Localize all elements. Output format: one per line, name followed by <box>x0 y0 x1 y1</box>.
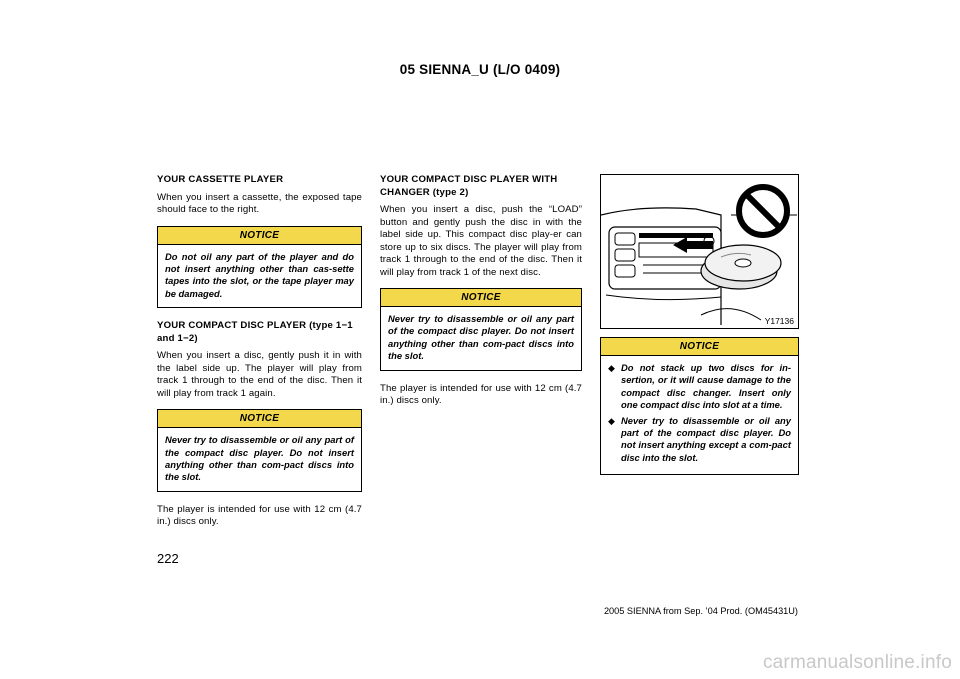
notice-box-changer <box>380 288 582 371</box>
notice-box-stacking <box>600 337 799 475</box>
notice-label: NOTICE <box>381 289 581 307</box>
notice-text: Never try to disassemble or oil any part of the compact disc player. Do not insert anything other than com-pact discs into the slot. <box>388 313 574 362</box>
disc-hole <box>735 259 751 267</box>
disc-size-text: The player is intended for use with 12 cm (4.7 in.) discs only. <box>157 503 362 528</box>
cd-stacking-illustration <box>600 174 799 329</box>
page-number: 222 <box>157 551 179 566</box>
notice-box-cassette <box>157 226 362 309</box>
dashboard-line <box>701 309 761 320</box>
diamond-bullet-icon: ◆ <box>608 363 615 373</box>
notice-text: Do not oil any part of the player and do not insert anything other than cas-sette tapes into the slot, or the tape player may be damaged. <box>165 250 354 299</box>
notice-label: NOTICE <box>601 338 798 356</box>
notice-bullet-item <box>608 362 791 412</box>
page-header-title: 05 SIENNA_U (L/O 0409) <box>399 62 561 77</box>
disc-size-text: The player is intended for use with 12 cm (4.7 in.) discs only. <box>380 382 582 407</box>
notice-bullet-item <box>608 415 791 465</box>
notice-bullet-text: Do not stack up two discs for in-sertion, or it will cause damage to the compact disc changer. Insert only one compact disc into slot at a time. <box>621 362 791 411</box>
cd-changer-heading: YOUR COMPACT DISC PLAYER WITH CHANGER (type 2) <box>380 174 558 198</box>
column-right <box>600 174 799 487</box>
notice-box-cd <box>157 409 362 492</box>
dashboard-line <box>606 295 721 300</box>
diamond-bullet-icon: ◆ <box>608 415 615 426</box>
cassette-heading: YOUR CASSETTE PLAYER <box>157 174 284 185</box>
footer-text: 2005 SIENNA from Sep. ’04 Prod. (OM45431U) <box>603 606 798 616</box>
notice-text <box>601 356 798 474</box>
notice-label: NOTICE <box>158 227 361 245</box>
cd-slot-illustration-svg <box>601 175 798 328</box>
notice-bullet-text: Never try to disassemble or oil any part of the compact disc player. Do not insert anything except a com-pact disc into the slot. <box>621 414 791 463</box>
notice-text: Never try to disassemble or oil any part of the compact disc player. Do not insert anything other than com-pact discs into the slot. <box>165 434 354 483</box>
cassette-text: When you insert a cassette, the exposed tape should face to the right. <box>157 191 362 215</box>
notice-label: NOTICE <box>158 410 361 428</box>
cd-player-heading: YOUR COMPACT DISC PLAYER (type 1−1 and 1−2) <box>157 320 353 344</box>
cd-slot <box>639 233 713 238</box>
cd-player-text: When you insert a disc, gently push it in with the label side up. The player will play from track 1 through to the end of the disc. Then it will play from track 1 again. <box>157 350 362 399</box>
watermark-text: carmanualsonline.info <box>762 652 952 673</box>
figure-code: Y17136 <box>764 316 794 326</box>
column-left <box>157 174 362 538</box>
column-middle <box>380 174 582 417</box>
cd-changer-text: When you insert a disc, push the “LOAD” button and gently push the disc in with the label side up. This compact disc play-er can store up to six discs. The player will play from track 1 through to the end of the disc. Then it will play from track 1 of the next disc. <box>380 204 582 278</box>
